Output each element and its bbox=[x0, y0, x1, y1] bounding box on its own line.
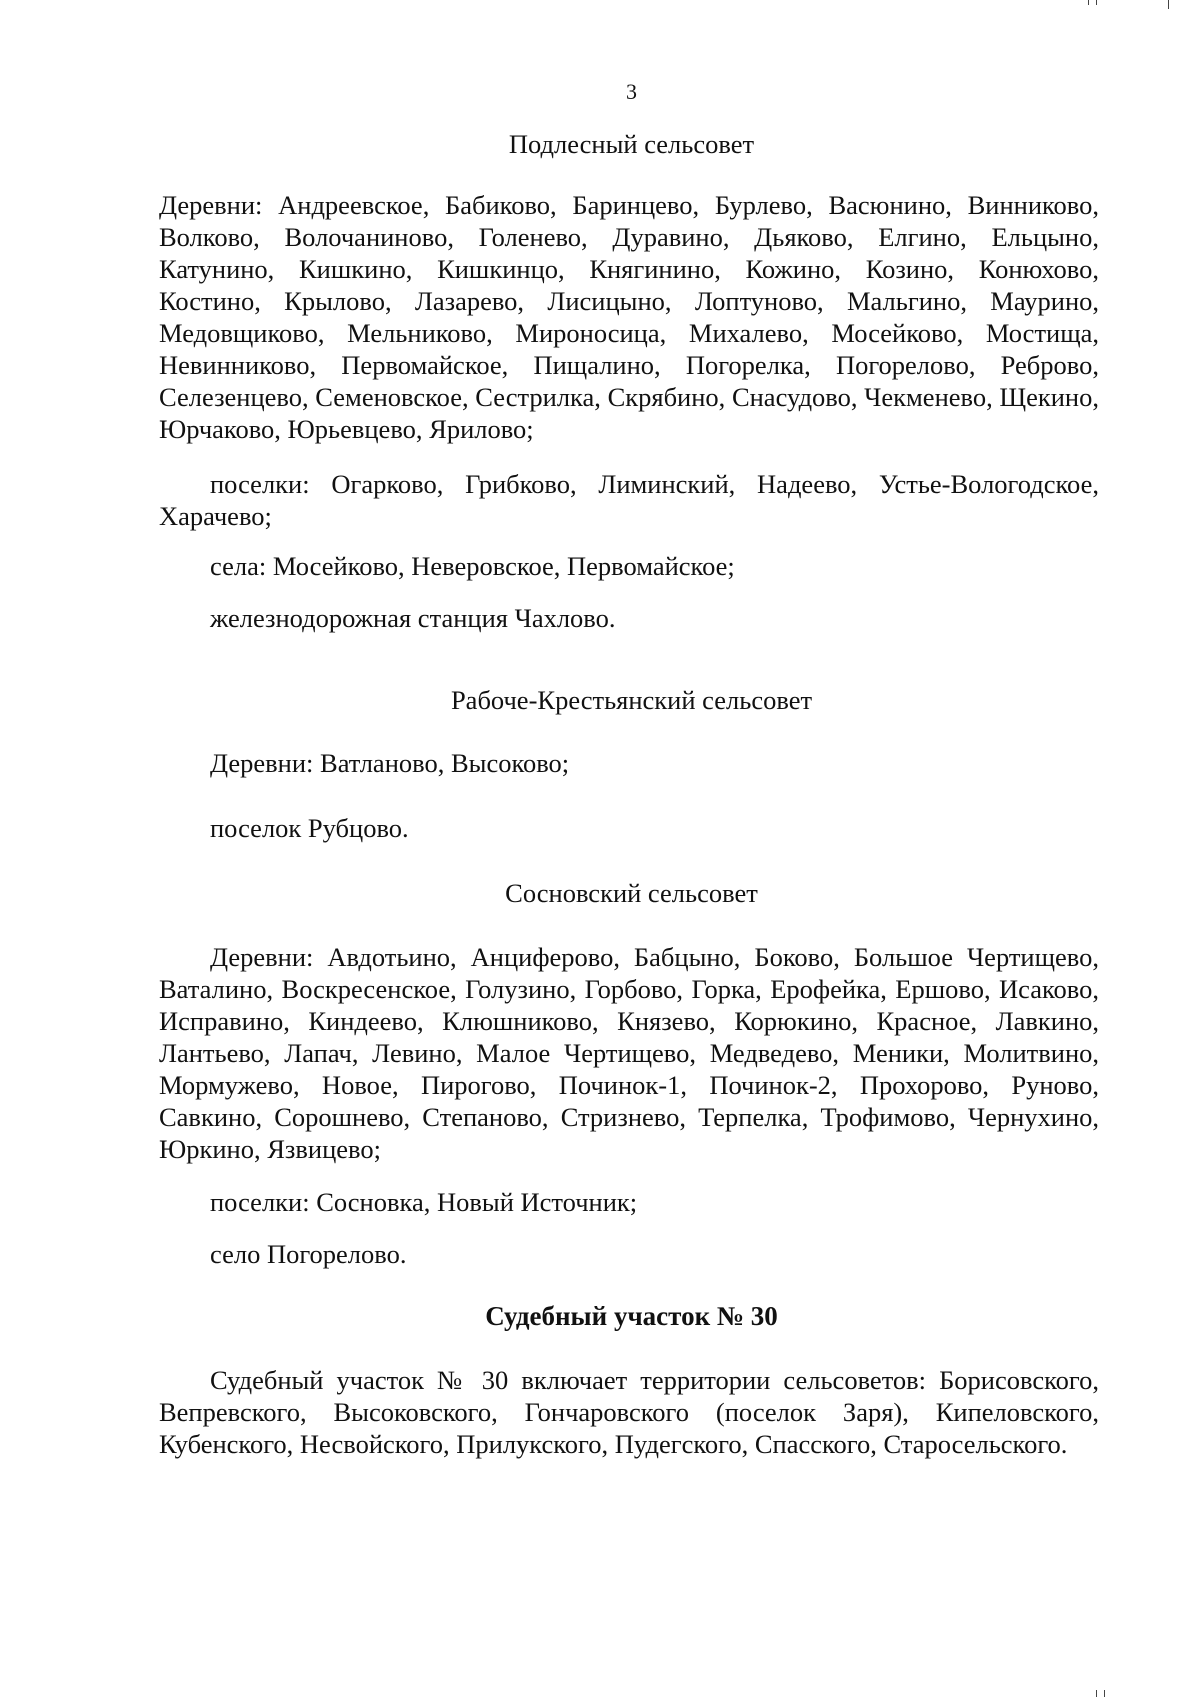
scan-edge-mark bbox=[1096, 0, 1097, 5]
sosnovsky-villages-paragraph: Деревни: Авдотьино, Анциферово, Бабцыно, Боково, Большое Чертищево, Ваталино, Воскресенское, Голузино, Горбово, Горка, Ерофейка, Ершово, Исаково, Исправино, Киндеево, Клюшниково, Князево, Корюкино, Красное, Лавкино, Лантьево, Лапач, Левино, Малое Чертищево, Медведево, Меники, Молитвино, Мормужево, Новое, Пирогово, Починок-1, Починок-2, Прохорово, Руново, Савкино, Сорошнево, Степаново, Стризнево, Терпелка, Трофимово, Чернухино, Юркино, Язвицево; bbox=[159, 942, 1099, 1164]
district-30-paragraph: Судебный участок № 30 включает территории сельсоветов: Борисовского, Вепревского, Высоковского, Гончаровского (поселок Заря), Кипеловского, Кубенского, Несвойского, Прилукского, Пудегского, Спасского, Старосельского. bbox=[159, 1365, 1099, 1459]
scan-edge-mark bbox=[1088, 0, 1089, 5]
podlesny-settlements-paragraph: поселки: Огарково, Грибково, Лиминский, Надеево, Устье-Вологодское, Харачево; bbox=[159, 469, 1099, 531]
raboche-settlement-line: поселок Рубцово. bbox=[210, 813, 409, 843]
section-heading-podlesny: Подлесный сельсовет bbox=[508, 129, 755, 159]
section-heading-raboche: Рабоче-Крестьянский сельсовет bbox=[450, 685, 813, 715]
district-30-heading: Судебный участок № 30 bbox=[485, 1301, 778, 1331]
sosnovsky-settlements-line: поселки: Сосновка, Новый Источник; bbox=[210, 1187, 638, 1217]
podlesny-selo-line: села: Мосейково, Неверовское, Первомайское; bbox=[210, 551, 735, 581]
page-number: 3 bbox=[626, 79, 637, 104]
section-heading-sosnovsky: Сосновский сельсовет bbox=[505, 878, 758, 908]
scan-edge-mark bbox=[1096, 1690, 1097, 1697]
sosnovsky-selo-line: село Погорелово. bbox=[210, 1239, 407, 1269]
podlesny-villages-paragraph: Деревни: Андреевское, Бабиково, Баринцево, Бурлево, Васюнино, Винниково, Волково, Волочаниново, Голенево, Дуравино, Дьяково, Елгино, Ельцыно, Катунино, Кишкино, Кишкинцо, Княгинино, Кожино, Козино, Конюхово, Костино, Крылово, Лазарево, Лисицыно, Лоптуново, Мальгино, Маурино, Медовщиково, Мельниково, Мироносица, Михалево, Мосейково, Мостища, Невинниково, Первомайское, Пищалино, Погорелка, Погорелово, Реброво, Селезенцево, Семеновское, Сестрилка, Скрябино, Снасудово, Чекменево, Щекино, Юрчаково, Юрьевцево, Ярилово; bbox=[159, 190, 1099, 444]
scan-edge-mark bbox=[1168, 0, 1169, 9]
podlesny-station-line: железнодорожная станция Чахлово. bbox=[210, 603, 616, 633]
raboche-villages-line: Деревни: Ватланово, Высоково; bbox=[210, 748, 570, 778]
scan-edge-mark bbox=[1104, 1690, 1105, 1697]
